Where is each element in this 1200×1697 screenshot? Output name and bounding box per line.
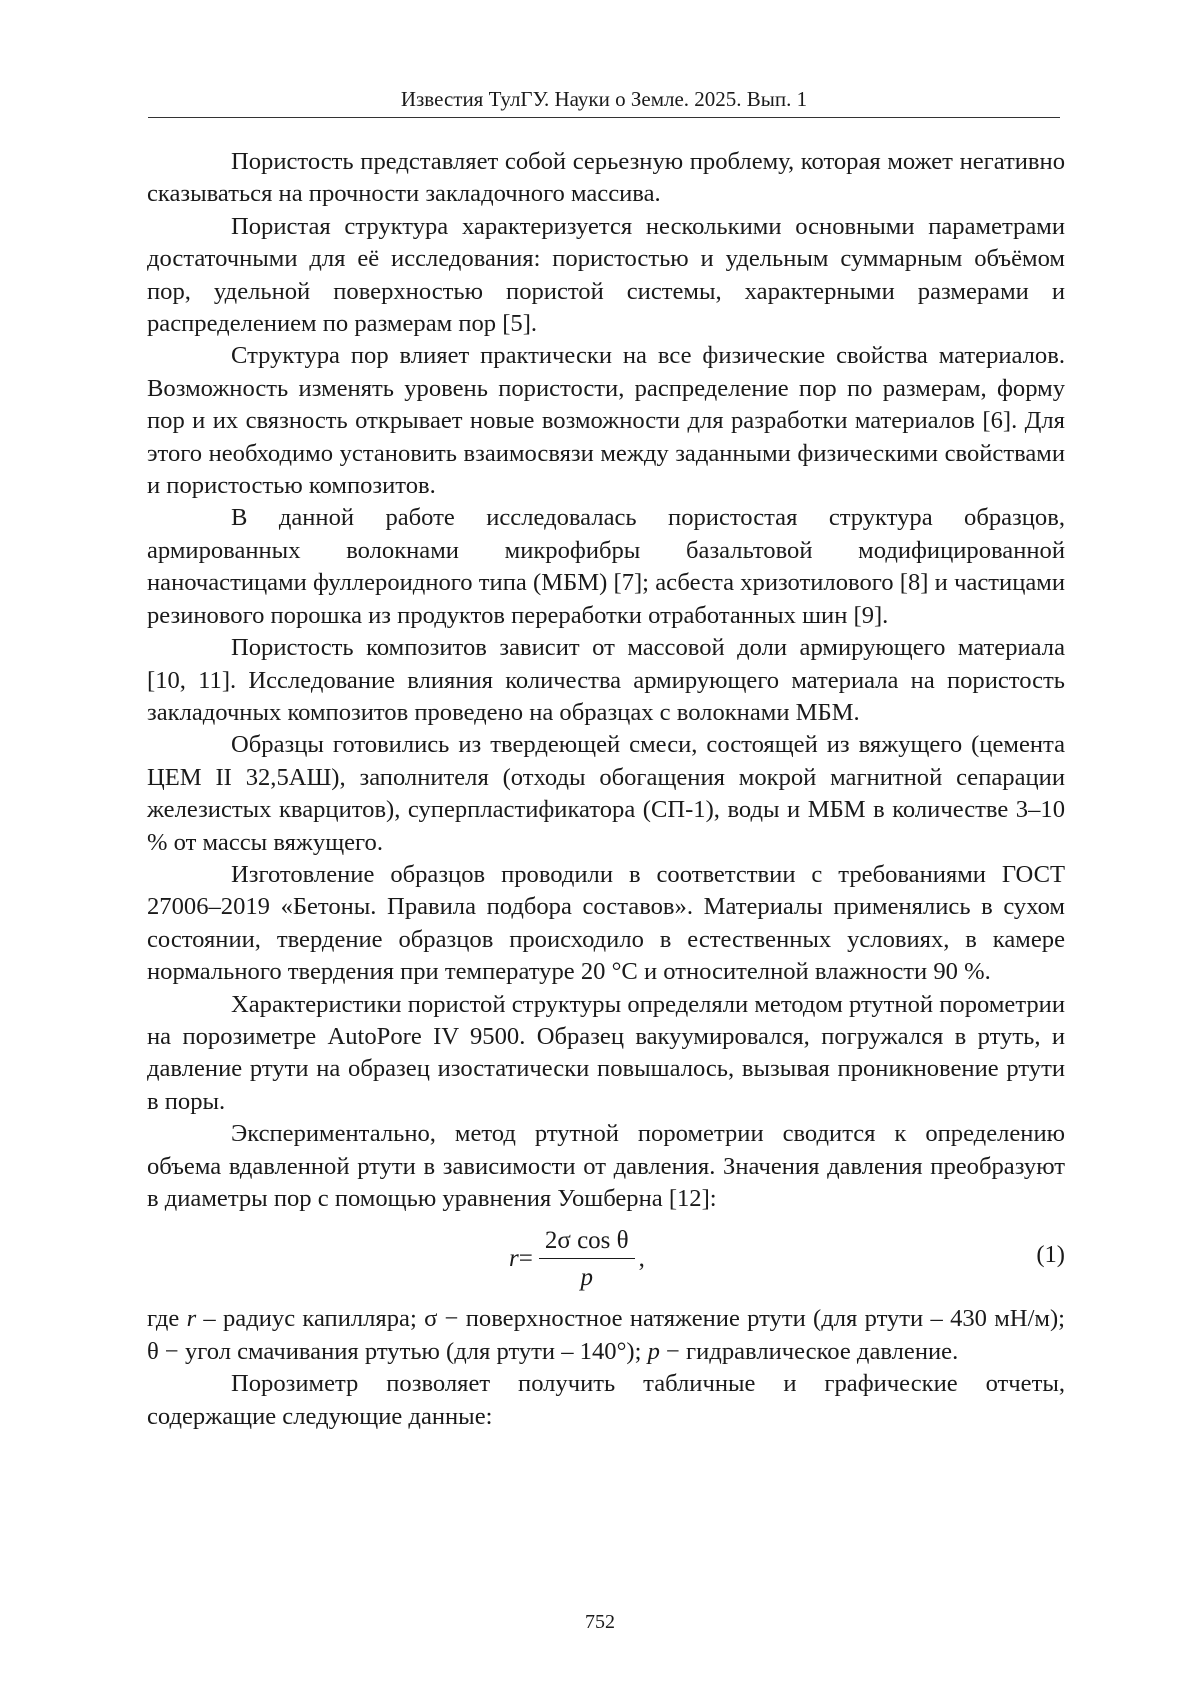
paragraph-where bbox=[147, 1303, 1065, 1368]
formula-denominator: p bbox=[580, 1263, 593, 1291]
page-number: 752 bbox=[585, 1611, 615, 1633]
formula-equals: = bbox=[518, 1245, 533, 1273]
body-text bbox=[147, 146, 1065, 1433]
where-text-3: − гидравлическое давление. bbox=[659, 1337, 959, 1365]
paragraph-7: Изготовление образцов проводили в соответствии с требованиями ГОСТ 27006–2019 «Бетоны. Правила подбора составов». Материалы применялись в сухом состоянии, твердение образцов происходило в естественных условиях, в камере нормального твердения при температуре 20 °С и относителной влажности 90 %. bbox=[147, 860, 1065, 986]
paragraph-3: Структура пор влияет практически на все физические свойства материалов. Возможность изменять уровень пористости, распределение пор по размерам, форму пор и их связность открывает новые возможности для разработки материалов [6]. Для этого необходимо установить взаимосвязи между заданными физическими свойствами и пористостью композитов. bbox=[147, 342, 1065, 500]
running-header: Известия ТулГУ. Науки о Земле. 2025. Вып. 1 bbox=[400, 87, 808, 111]
formula-fraction bbox=[539, 1226, 635, 1293]
formula-lhs: r bbox=[509, 1245, 519, 1273]
paragraph-2: Пористая структура характеризуется несколькими основными параметрами достаточными для её исследования: пористостью и удельным суммарным объёмом пор, удельной поверхностью пористой системы, характерными размерами и распределением по размерам пор [5]. bbox=[147, 212, 1065, 338]
equation-number: (1) bbox=[1036, 1241, 1065, 1269]
formula-trailing: , bbox=[638, 1245, 645, 1273]
header-rule bbox=[148, 117, 1060, 118]
paragraph-4: В данной работе исследовалась пористостая структура образцов, армированных волокнами микрофибры базальтовой модифицированной наночастицами фуллероидного типа (МБМ) [7]; асбеста хризотилового [8] и частицами резинового порошка из продуктов переработки отработанных шин [9]. bbox=[147, 504, 1065, 629]
paragraph-1: Пористость представляет собой серьезную проблему, которая может негативно сказываться на прочности закладочного массива. bbox=[147, 148, 1065, 208]
where-text-2: – радиус капилляра; σ − поверхностное натяжение ртути (для ртути – 430 мН/м); θ − угол смачивания ртутью (для ртути – 140°); bbox=[147, 1305, 1065, 1365]
paragraph-5: Пористость композитов зависит от массовой доли армирующего материала [10, 11]. Исследование влияния количества армирующего материала на пористость закладочных композитов проведено на образцах с волокнами МБМ. bbox=[147, 634, 1065, 726]
where-var-r: r bbox=[186, 1305, 197, 1333]
formula-numerator: 2σ cos θ bbox=[539, 1226, 635, 1259]
where-var-p: p bbox=[647, 1337, 660, 1365]
paragraph-8: Характеристики пористой структуры определяли методом ртутной порометрии на порозиметре AutoPore IV 9500. Образец вакуумировался, погружался в ртуть, и давление ртути на образец изостатически повышалось, вызывая проникновение ртути в поры. bbox=[147, 990, 1065, 1115]
paragraph-6: Образцы готовились из твердеющей смеси, состоящей из вяжущего (цемента ЦЕМ II 32,5АШ), заполнителя (отходы обогащения мокрой магнитной сепарации железистых кварцитов), суперпластификатора (СП-1), воды и МБМ в количестве 3–10 % от массы вяжущего. bbox=[147, 731, 1065, 856]
where-text-1: где bbox=[147, 1305, 187, 1333]
paragraph-9: Экспериментально, метод ртутной порометрии сводится к определению объема вдавленной ртути в зависимости от давления. Значения давления преобразуют в диаметры пор с помощью уравнения Уошберна [12]: bbox=[147, 1120, 1065, 1212]
equation-block bbox=[147, 1215, 1065, 1303]
washburn-equation bbox=[509, 1219, 645, 1299]
paragraph-11: Порозиметр позволяет получить табличные и графические отчеты, содержащие следующие данные: bbox=[147, 1370, 1065, 1430]
